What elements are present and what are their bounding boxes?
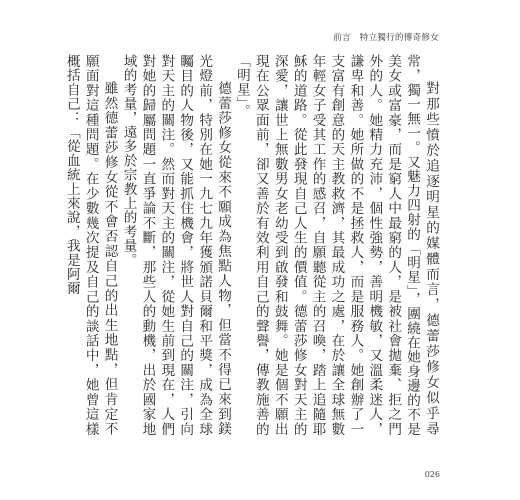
paragraph-3: 雖然德蕾莎修女從不會否認自己的出生地點，但肯定不願面對這種問題。在少數幾次提及自己的談話中，她曾這樣概括自己：「從血統上來說，我是阿爾 [63,54,118,436]
page-number: 026 [424,470,440,479]
paragraph-2: 德蕾莎修女從來不願成為焦點人物，但當不得已來到鎂光燈前，特別在她一九七九年獲頒諾貝爾和平獎，成為全球矚目的人物後，又能抓住機會，將世人對自己的關注，引向對天主的關注。然而對天主的關注，從她生前到現在，人們對她的歸屬問題一直爭論不斷，那些人的動機，出於國家地域的考量，遠多於宗教上的考量。 [120,54,232,436]
paragraph-1: 對那些憤於追逐明星的媒體而言，德蕾莎修女似乎尋常，獨一無一。又魅力四射的「明星」，團繞在她身邊的不是美女或富豪，而是窮人中最窮的人，是被社會拋棄、拒之門外的人。她精力充沛，個性強勢，善明機敏，又溫柔迷人，謙卑和善。她所做的不是拯救人，而是服務人。她創辦了一支富有創意的天主教救濟，其最成功之處，在於讓全球無數年輕女子受其工作的感召，自願聽從主的召喚，踏上追隨耶穌的道路。從此發現自己人生的價值。德蕾莎修女對天主的深愛，讓世上無數男女老幼受到啟發和鼓舞。她是個不願出現在公眾面前，卻又善於有效利用自己的聲譽，傳教施善的「明星」。 [233,54,439,436]
body-text [63,54,440,436]
running-header [333,31,439,43]
header-chapter-title: 特立獨行的傳奇修女 [359,33,439,43]
header-section: 前言 [333,33,351,43]
